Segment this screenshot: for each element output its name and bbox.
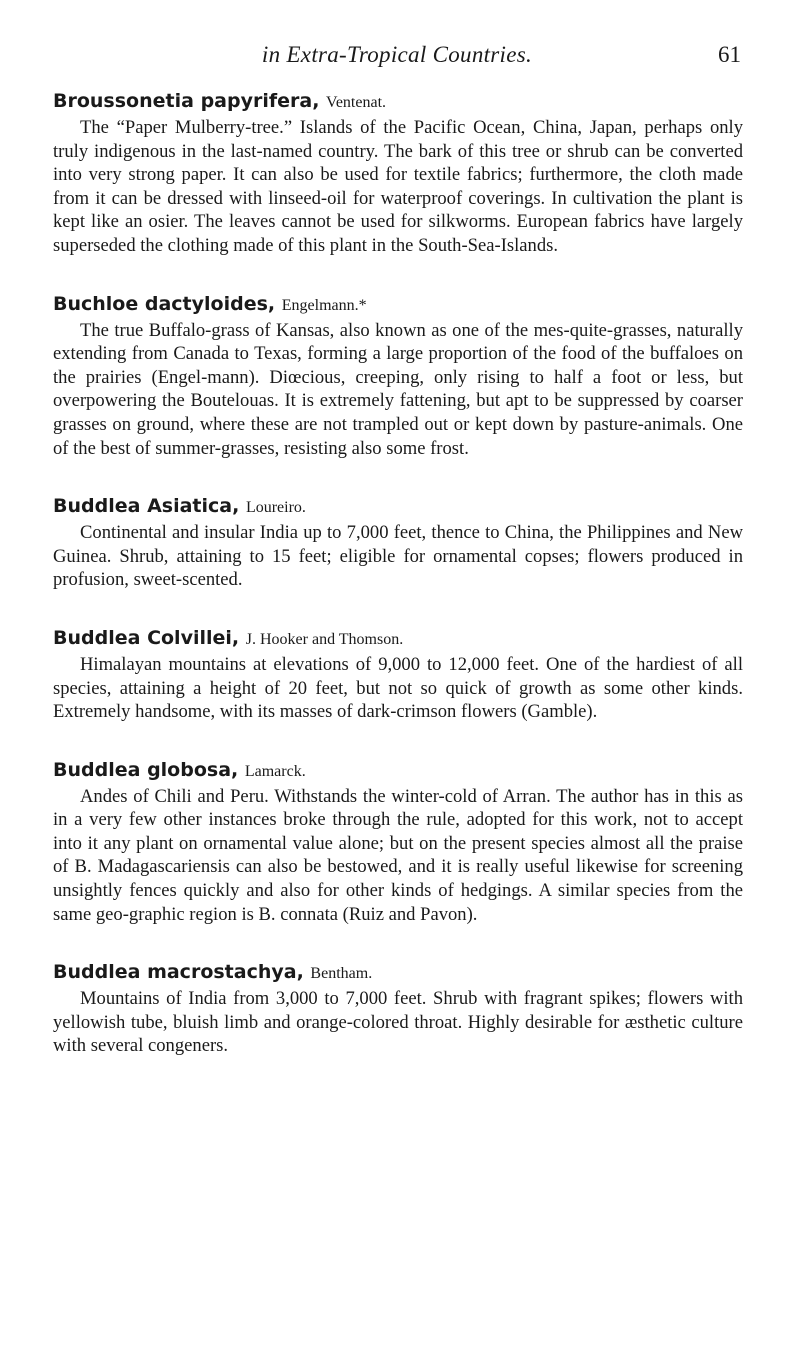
entry-description: Himalayan mountains at elevations of 9,000 to 12,000 feet. One of the hardiest of all species, attaining a height of 20 feet, but not so quick of growth as some other kinds. Extremely handsome, with its masses of dark-crimson flowers (Gamble). <box>53 653 743 723</box>
species-name: globosa, <box>147 758 239 781</box>
species-name: Colvillei, <box>147 626 240 649</box>
entry-broussonetia-papyrifera <box>53 86 743 258</box>
genus-name: Buddlea <box>53 626 141 649</box>
entry-heading <box>53 623 743 653</box>
entry-buddlea-colvillei <box>53 623 743 724</box>
genus-name: Buchloe <box>53 292 139 315</box>
authority: J. Hooker and Thomson. <box>245 630 404 648</box>
entry-heading <box>53 289 743 319</box>
genus-name: Buddlea <box>53 495 141 518</box>
authority: Loureiro. <box>245 499 306 517</box>
entry-buddlea-asiatica <box>53 491 743 592</box>
authority: Ventenat. <box>326 94 387 111</box>
authority: Bentham. <box>310 965 373 983</box>
running-header <box>53 42 741 72</box>
species-name: dactyloides, <box>144 292 276 315</box>
entry-heading <box>53 86 743 116</box>
authority: Lamarck. <box>244 762 306 780</box>
genus-name: Broussonetia <box>53 90 194 112</box>
entry-description: Mountains of India from 3,000 to 7,000 feet. Shrub with fragrant spikes; flowers with yellowish tube, bluish limb and orange-colored throat. Highly desirable for æsthetic culture with several congeners. <box>53 988 743 1057</box>
genus-name: Buddlea <box>53 961 141 984</box>
entry-description: The “Paper Mulberry-tree.” Islands of the Pacific Ocean, China, Japan, perhaps only truly indigenous in the last-named country. The bark of this tree or shrub can be converted into very strong paper. It can also be used for textile fabrics; furthermore, the cloth made from it can be dressed with linseed-oil for waterproof coverings. In cultivation the plant is kept like an osier. The leaves cannot be used for silkworms. European fabrics have largely superseded the clothing made of this plant in the South-Sea-Islands. <box>53 117 743 256</box>
genus-name: Buddlea <box>53 758 141 781</box>
entry-description: Andes of Chili and Peru. Withstands the winter-cold of Arran. The author has in this as in a very few other instances broke through the rule, adopted for this work, not to accept into it any plant on ornamental value alone; but on the present species almost all the praise of B. Madagascariensis can also be bestowed, and it is really useful likewise for screening unsightly fences quickly and also for other kinds of hedgings. A similar species from the same geo-graphic region is B. connata (Ruiz and Pavon). <box>53 785 743 925</box>
entry-buddlea-globosa <box>53 755 743 927</box>
entry-description: Continental and insular India up to 7,000 feet, thence to China, the Philippines and New Guinea. Shrub, attaining to 15 feet; eligible for ornamental copses; flowers produced in profusion, sweet-scented. <box>53 522 743 591</box>
entry-buchloe-dactyloides <box>53 289 743 461</box>
entry-buddlea-macrostachya <box>53 957 743 1058</box>
entry-heading <box>53 755 743 785</box>
authority: Engelmann.* <box>281 296 367 314</box>
running-title: in Extra-Tropical Countries. <box>261 42 533 67</box>
entry-heading <box>53 491 743 521</box>
page-number: 61 <box>718 42 741 67</box>
species-name: papyrifera, <box>200 90 320 112</box>
species-name: macrostachya, <box>147 961 304 984</box>
species-name: Asiatica, <box>147 495 240 518</box>
entry-heading <box>53 957 743 987</box>
entry-description: The true Buffalo-grass of Kansas, also known as one of the mes-quite-grasses, naturally extending from Canada to Texas, forming a large proportion of the food of the buffaloes on the prairies (Engel-mann). Diœcious, creeping, only rising to half a foot or less, but overpowering the Boutelouas. It is extremely fattening, but apt to be suppressed by coarser grasses on ground, where these are not trampled out or kept down by pasture-animals. One of the best of summer-grasses, resisting also some frost. <box>53 319 743 459</box>
entry-list <box>53 86 743 1089</box>
